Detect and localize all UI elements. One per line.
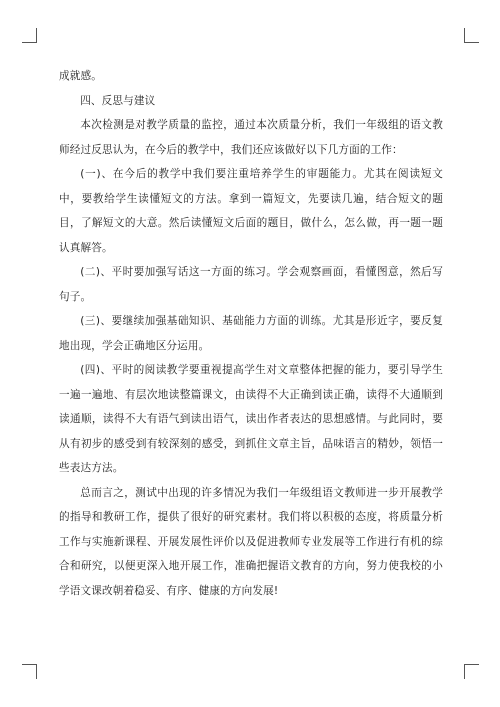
paragraph-item-4: (四)、平时的阅读教学要重视提高学生对文章整体把握的能力，要引导学生一遍一遍地、有层次地读整篇课文，由读得不大正确到读正确，读得不大通顺到读通顺，读得不大有语气到读出语气，读出作者表达的思想感情。与此同时，要从有初步的感受到有较深刻的感受，到抓住文章主旨，品味语言的精妙，领悟一些表达方法。 xyxy=(59,364,443,474)
paragraph-intro: 本次检测是对教学质量的监控，通过本次质量分析，我们一年级组的语文教师经过反思认为，在今后的教学中，我们还应该做好以下几方面的工作： xyxy=(59,119,443,156)
paragraph-item-1: (一)、在今后的教学中我们要注重培养学生的审题能力。尤其在阅读短文中，要教给学生读懂短文的方法。拿到一篇短文，先要读几遍，结合短文的题目，了解短文的大意。然后读懂短文后面的题目，做什么，怎么做，再一题一题认真解答。 xyxy=(59,168,443,254)
section-heading: 四、反思与建议 xyxy=(80,94,156,107)
crop-mark-bottom-right xyxy=(464,664,479,679)
crop-mark-bottom-left xyxy=(22,664,37,679)
continued-line: 成就感。 xyxy=(59,70,102,82)
paragraph-conclusion: 总而言之，测试中出现的许多情况为我们一年级组语文教师进一步开展教学的指导和教研工作，提供了很好的研究素材。我们将以积极的态度，将质量分析工作与实施新课程、开展发展性评价以及促进教师专业发展等工作进行有机的综合和研究，以便更深入地开展工作，准确把握语文教育的方向，努力使我校的小学语文课改朝着稳妥、有序、健康的方向发展! xyxy=(59,486,443,597)
paragraph-item-2: (二)、平时要加强写话这一方面的练习。学会观察画面，看懂图意，然后写句子。 xyxy=(59,266,443,303)
crop-mark-top-left xyxy=(22,28,37,43)
paragraph-item-3: (三)、要继续加强基础知识、基础能力方面的训练。尤其是形近字，要反复地出现，学会正确地区分运用。 xyxy=(59,315,443,352)
document-body xyxy=(59,64,443,603)
crop-mark-top-right xyxy=(464,28,479,43)
